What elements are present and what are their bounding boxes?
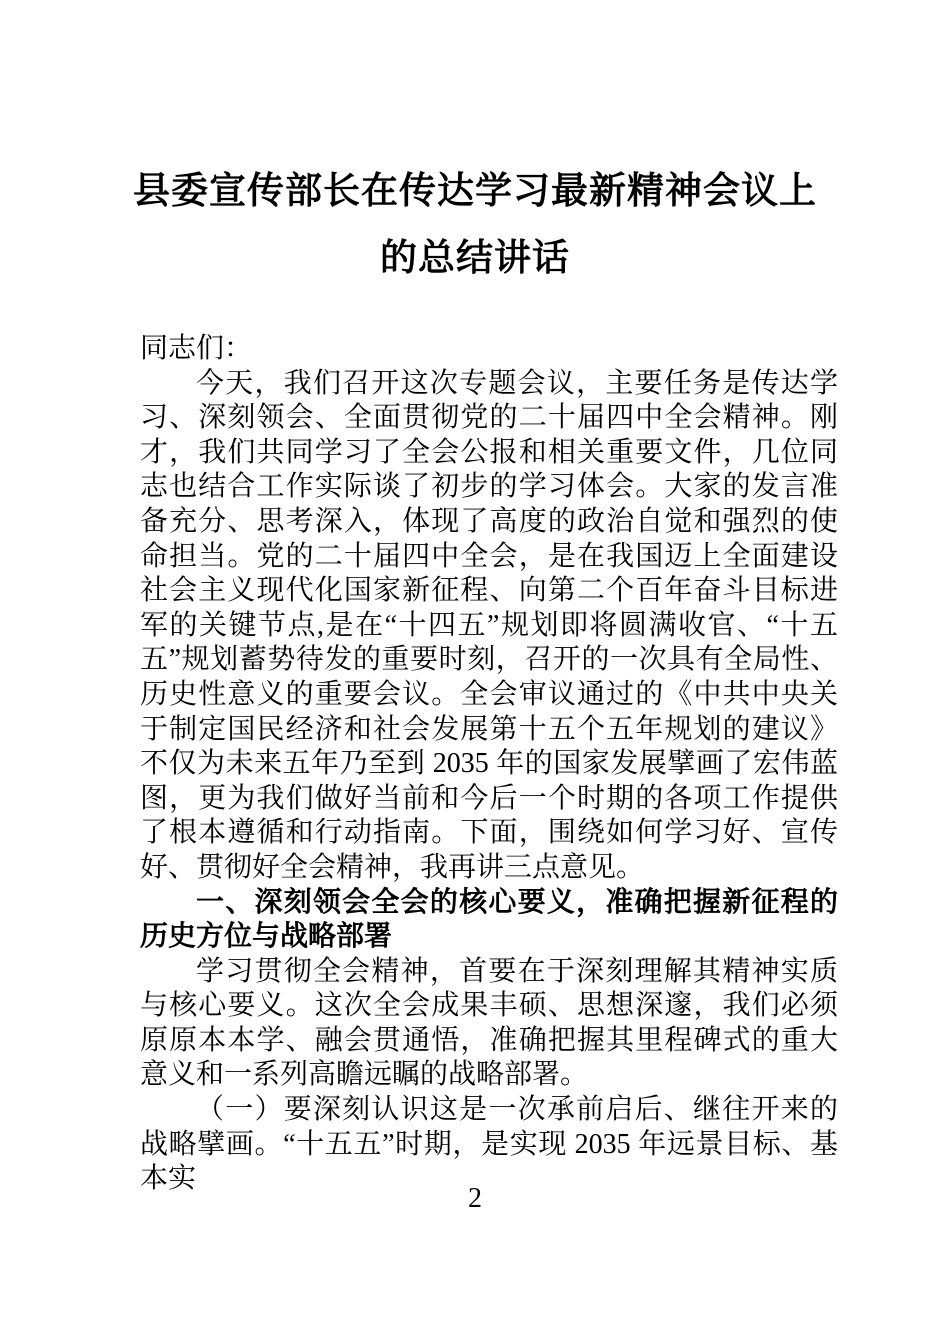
document-body bbox=[140, 332, 838, 1197]
page-footer bbox=[0, 1183, 950, 1215]
document-title-line-2: 的总结讲话 bbox=[380, 238, 570, 279]
section-heading-1: 一、深刻领会全会的核心要义，准确把握新征程的历史方位与战略部署 bbox=[140, 886, 838, 953]
document-title bbox=[0, 0, 950, 292]
section-paragraph: 学习贯彻全会精神，首要在于深刻理解其精神实质与核心要义。这次全会成果丰硕、思想深邃，我们必须原原本本学、融会贯通悟，准确把握其里程碑式的重大意义和一系列高瞻远瞩的战略部署。 bbox=[140, 955, 838, 1091]
intro-paragraph: 今天，我们召开这次专题会议，主要任务是传达学习、深刻领会、全面贯彻党的二十届四中全会精神。刚才，我们共同学习了全会公报和相关重要文件，几位同志也结合工作实际谈了初步的学习体会。大家的发言准备充分、思考深入，体现了高度的政治自觉和强烈的使命担当。党的二十届四中全会，是在我国迈上全面建设社会主义现代化国家新征程、向第二个百年奋斗目标进军的关键节点,是在“十四五”规划即将圆满收官、“十五五”规划蓄势待发的重要时刻，召开的一次具有全局性、历史性意义的重要会议。全会审议通过的《中共中央关于制定国民经济和社会发展第十五个五年规划的建议》不仅为未来五年乃至到 2035 年的国家发展擘画了宏伟蓝图，更为我们做好当前和今后一个时期的各项工作提供了根本遵循和行动指南。下面，围绕如何学习好、宣传好、贯彻好全会精神，我再讲三点意见。 bbox=[140, 367, 838, 883]
page-number: 2 bbox=[468, 1183, 482, 1214]
subsection-paragraph-truncated: （一）要深刻认识这是一次承前启后、继往开来的战略擘画。“十五五”时期，是实现 2035 年远景目标、基本实 bbox=[140, 1094, 838, 1195]
salutation-paragraph: 同志们： bbox=[140, 333, 253, 364]
document-title-line-1: 县委宣传部长在传达学习最新精神会议上 bbox=[133, 171, 817, 212]
